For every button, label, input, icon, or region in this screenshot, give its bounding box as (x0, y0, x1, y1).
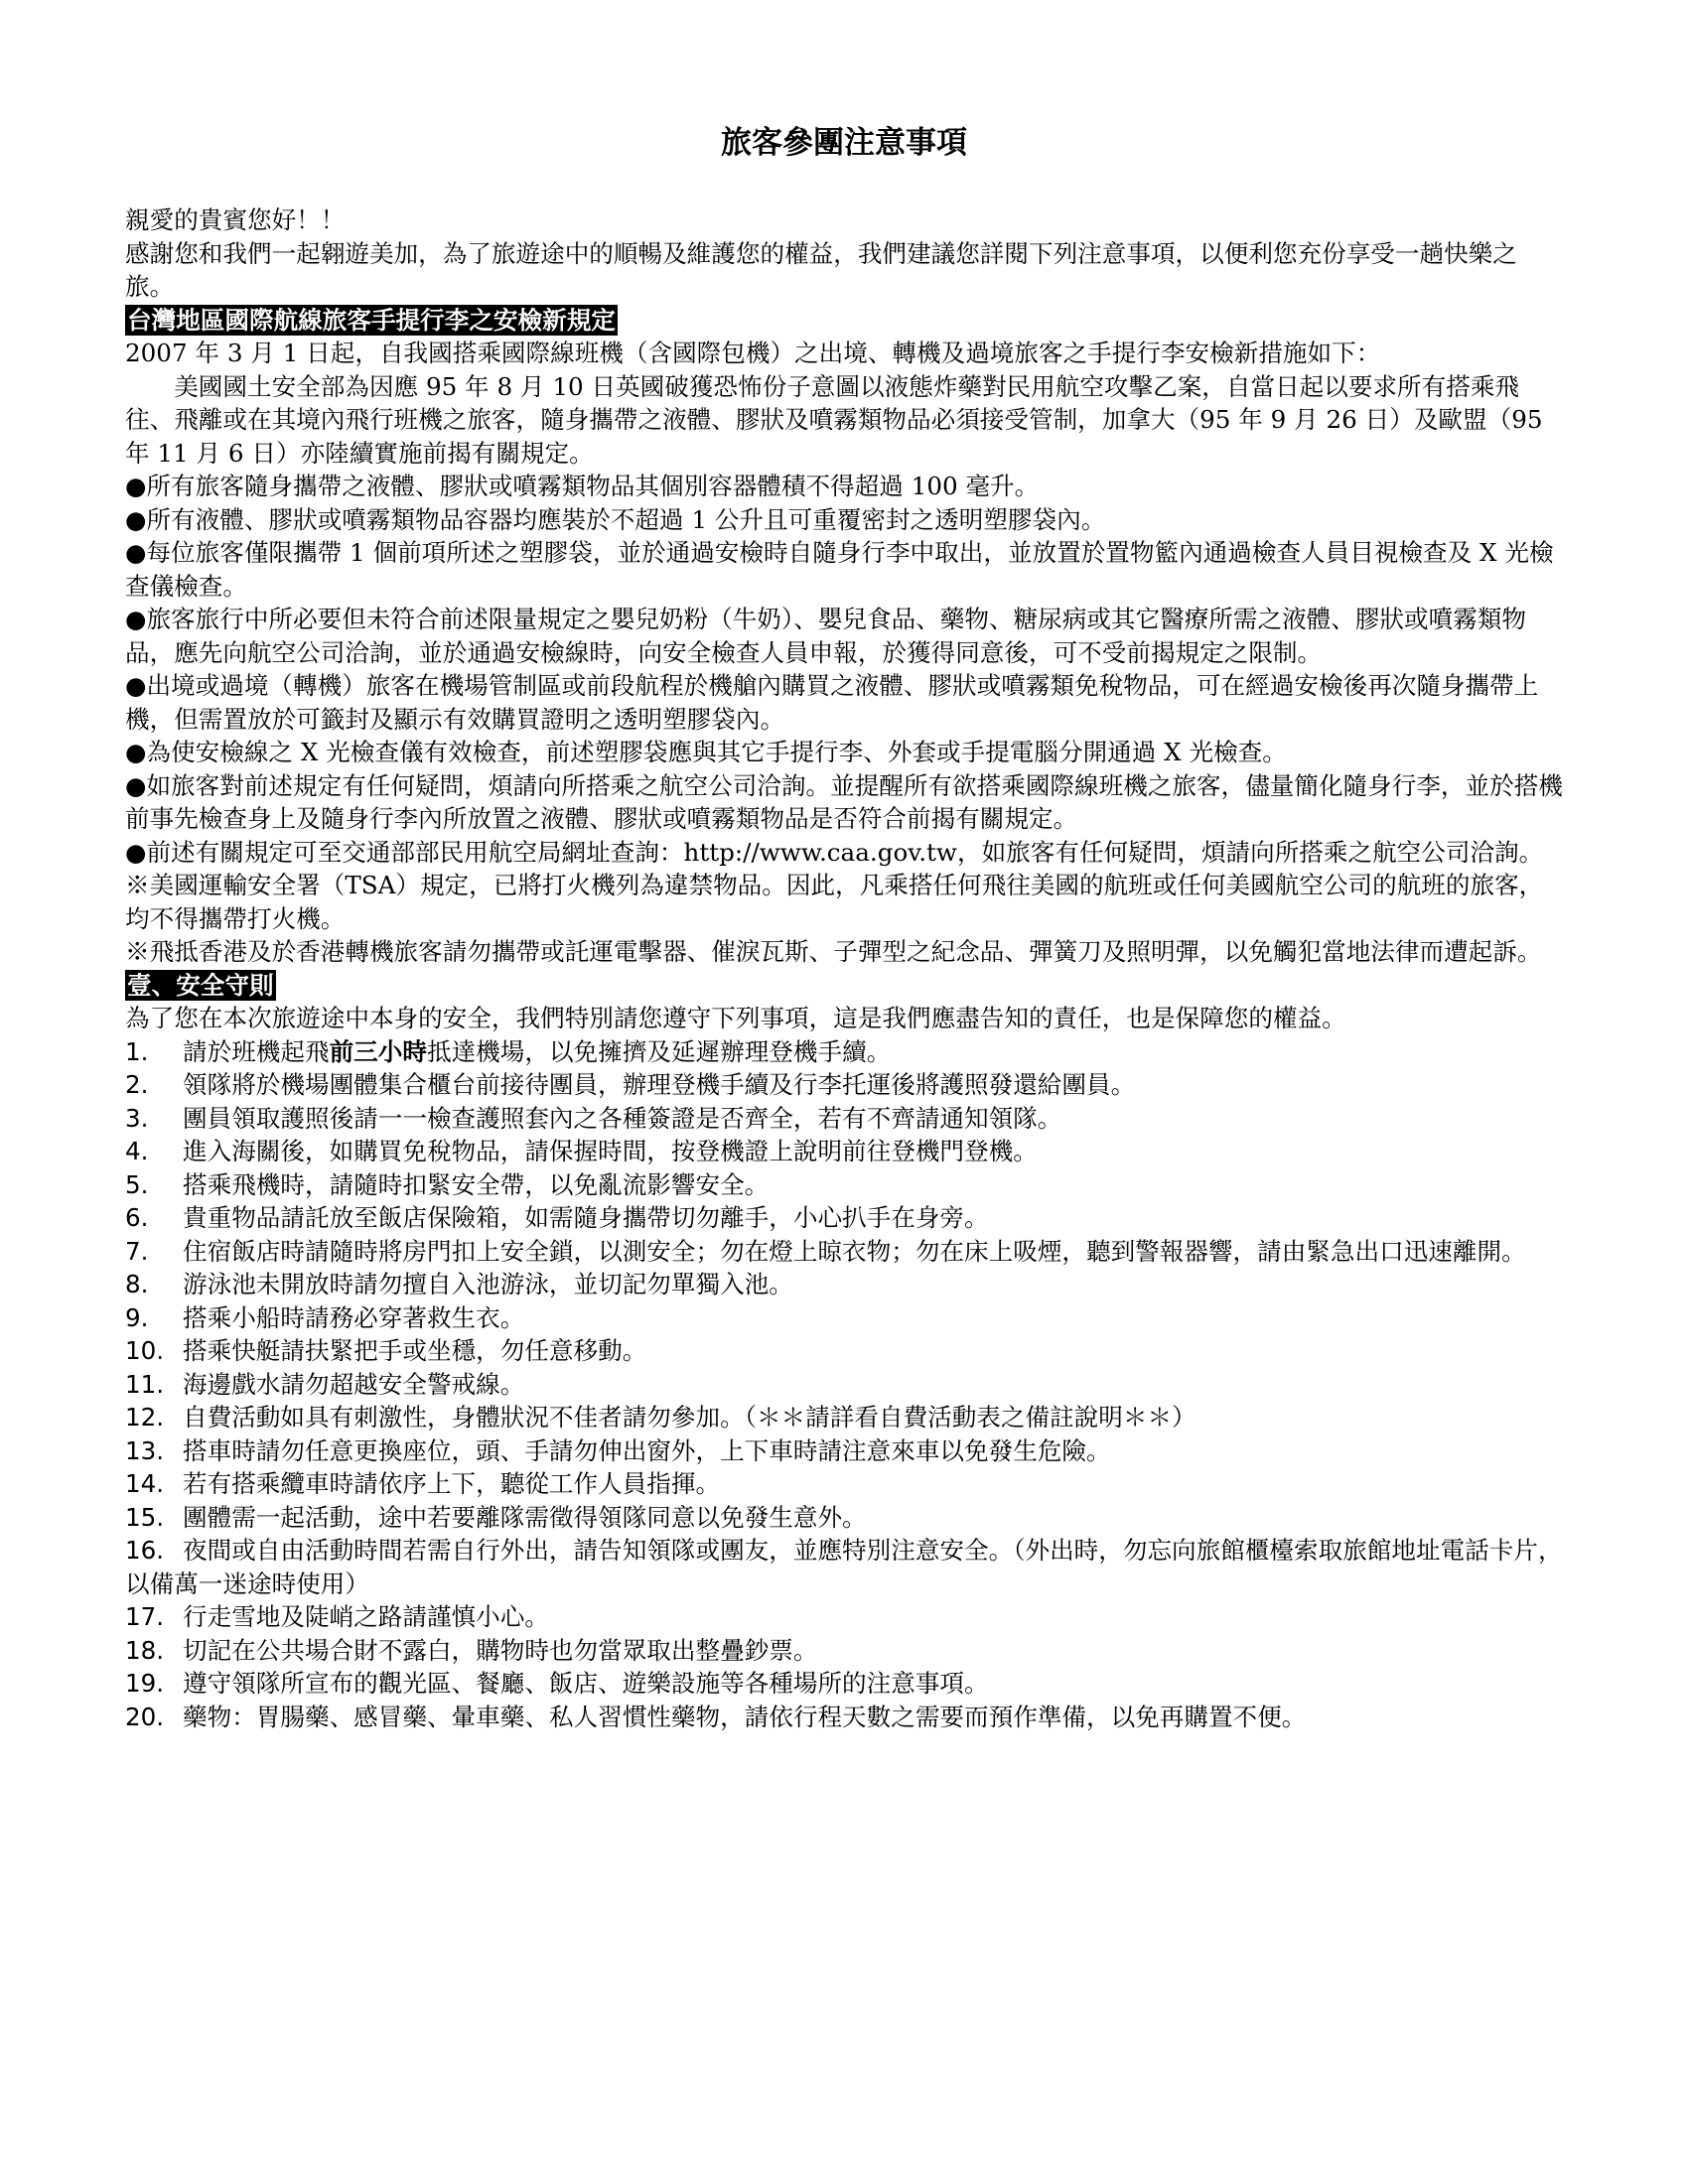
item-number: 19. (125, 1669, 165, 1698)
item-text: 進入海關後，如購買免稅物品，請保握時間，按登機證上說明前往登機門登機。 (183, 1137, 1038, 1165)
list-item (125, 1201, 1565, 1235)
list-item (125, 1102, 1565, 1136)
list-item (125, 1168, 1565, 1202)
item-text: 搭車時請勿任意更換座位，頭、手請勿伸出窗外，上下車時請注意來車以免發生危險。 (183, 1435, 1111, 1465)
item-number: 18. (125, 1635, 165, 1665)
item-number: 1. (125, 1036, 149, 1066)
item-text (183, 1035, 1565, 1069)
item-text: 住宿飯店時請隨時將房門扣上安全鎖，以測安全；勿在燈上晾衣物；勿在床上吸煙，聽到警報器響，請由緊急出口迅速離開。 (183, 1236, 1526, 1266)
list-item (125, 1301, 1565, 1335)
item-text: 領隊將於機場團體集合櫃台前接待團員，辦理登機手續及行李托運後將護照發還給團員。 (183, 1070, 1136, 1099)
bullet-item: ●如旅客對前述規定有任何疑問，煩請向所搭乘之航空公司洽詢。並提醒所有欲搭乘國際線班機之旅客，儘量簡化隨身行李，並於搭機前事先檢查身上及隨身行李內所放置之液體、膠狀或噴霧類物品是否符合前揭有關規定。 (125, 770, 1563, 833)
item-text: 海邊戲水請勿超越安全警戒線。 (183, 1369, 525, 1399)
item-number: 5. (125, 1169, 149, 1199)
bullet-item: ●所有液體、膠狀或噴霧類物品容器均應裝於不超過 1 公升且可重覆密封之透明塑膠袋內。 (125, 504, 1106, 534)
item-number: 8. (125, 1270, 149, 1298)
item-number: 4. (125, 1137, 149, 1165)
list-item (125, 1467, 1565, 1501)
security-section (125, 304, 1565, 969)
item-number: 9. (125, 1302, 149, 1332)
item-number: 10. (125, 1336, 165, 1365)
list-item (125, 1235, 1565, 1269)
bullet-item: ●所有旅客隨身攜帶之液體、膠狀或噴霧類物品其個別容器體積不得超過 100 毫升。 (125, 472, 1040, 500)
item-text-before: 請於班機起飛 (183, 1036, 330, 1066)
page-title: 旅客參團注意事項 (721, 125, 967, 161)
item-text: 搭乘小船時請務必穿著救生衣。 (183, 1302, 525, 1332)
list-item (125, 1501, 1565, 1535)
list-item (125, 1667, 1565, 1701)
item-number: 17. (125, 1602, 165, 1631)
item-number: 6. (125, 1203, 149, 1232)
item-number: 11. (125, 1369, 165, 1399)
safety-lead: 為了您在本次旅遊途中本身的安全，我們特別請您遵守下列事項，這是我們應盡告知的責任，也是保障您的權益。 (125, 1004, 1346, 1032)
safety-heading: 壹、安全守則 (127, 970, 274, 1000)
item-text: 行走雪地及陡峭之路請謹慎小心。 (183, 1602, 549, 1631)
item-number: 20. (125, 1702, 165, 1731)
list-item (125, 1035, 1565, 1069)
bullet-item: ●出境或過境（轉機）旅客在機場管制區或前段航程於機艙內購買之液體、膠狀或噴霧類免稅物品，可在經過安檢後再次隨身攜帶上機，但需置放於可籤封及顯示有效購買證明之透明塑膠袋內。 (125, 671, 1539, 734)
note-item: ※美國運輸安全署（TSA）規定，已將打火機列為違禁物品。因此，凡乘搭任何飛往美國的航班或任何美國航空公司的航班的旅客，均不得攜帶打火機。 (125, 871, 1544, 933)
item-text: 游泳池未開放時請勿擅自入池游泳，並切記勿單獨入池。 (183, 1270, 793, 1298)
item-text-emphasis: 前三小時 (329, 1036, 427, 1066)
bullet-item: ●為使安檢線之 X 光檢查儀有效檢查，前述塑膠袋應與其它手提行李、外套或手提電腦分開通過 X 光檢查。 (125, 738, 1287, 766)
safety-section (125, 969, 1565, 1734)
item-number: 12. (125, 1403, 165, 1432)
security-bullet-list (125, 470, 1565, 869)
document-body (125, 204, 1565, 1733)
item-number: 2. (125, 1070, 149, 1099)
bullet-item: ●每位旅客僅限攜帶 1 個前項所述之塑膠袋，並於通過安檢時自隨身行李中取出，並放置於置物籃內通過檢查人員目視檢查及 X 光檢查儀檢查。 (125, 538, 1554, 601)
list-item (125, 1701, 1565, 1734)
security-heading: 台灣地區國際航線旅客手提行李之安檢新規定 (127, 305, 616, 335)
list-item (125, 1534, 1565, 1600)
list-item (125, 1600, 1565, 1634)
item-number: 3. (125, 1103, 149, 1133)
item-number: 7. (125, 1236, 149, 1266)
list-item (125, 1368, 1565, 1402)
list-item (125, 1135, 1565, 1168)
intro-paragraph: 感謝您和我們一起翱遊美加，為了旅遊途中的順暢及維護您的權益，我們建議您詳閱下列注意事項，以便利您充份享受一趟快樂之旅。 (125, 238, 1517, 301)
item-text: 遵守領隊所宣布的觀光區、餐廳、飯店、遊樂設施等各種場所的注意事項。 (183, 1669, 989, 1698)
item-number: 13. (125, 1435, 165, 1465)
item-text-after: 抵達機場，以免擁擠及延遲辦理登機手續。 (426, 1036, 892, 1066)
item-text: 搭乘飛機時，請隨時扣緊安全帶，以免亂流影響安全。 (183, 1169, 770, 1199)
item-text: 藥物：胃腸藥、感冒藥、暈車藥、私人習慣性藥物，請依行程天數之需要而預作準備，以免再購置不便。 (183, 1702, 1307, 1731)
item-number: 16. (125, 1536, 165, 1565)
greeting: 親愛的貴賓您好！！ (125, 205, 346, 234)
item-text: 團體需一起活動，途中若要離隊需徵得領隊同意以免發生意外。 (183, 1502, 867, 1532)
item-number: 14. (125, 1469, 165, 1498)
list-item (125, 1401, 1565, 1434)
security-background: 美國國土安全部為因應 95 年 8 月 10 日英國破獲恐怖份子意圖以液態炸藥對民用航空攻擊乙案，自當日起以要求所有搭乘飛往、飛離或在其境內飛行班機之旅客，隨身攜帶之液體、膠狀及噴霧類物品必須接受管制，加拿大（95 年 9 月 26 日）及歐盟（95 年 11 月 6 日）亦陸續實施前揭有關規定。 (125, 371, 1543, 468)
safety-rules-list (125, 1035, 1565, 1734)
item-number: 15. (125, 1502, 165, 1532)
item-text: 貴重物品請託放至飯店保險箱，如需隨身攜帶切勿離手，小心扒手在身旁。 (183, 1203, 989, 1232)
bullet-item: ●前述有關規定可至交通部部民用航空局網址查詢：http://www.caa.gov.tw，如旅客有任何疑問，煩請向所搭乘之航空公司洽詢。 (125, 837, 1544, 867)
item-text: 夜間或自由活動時間若需自行外出，請告知領隊或團友，並應特別注意安全。（外出時，勿忘向旅館櫃檯索取旅館地址電話卡片，以備萬一迷途時使用） (125, 1536, 1563, 1598)
list-item (125, 1634, 1565, 1668)
note-item: ※飛抵香港及於香港轉機旅客請勿攜帶或託運電擊器、催淚瓦斯、子彈型之紀念品、彈簧刀及照明彈，以免觸犯當地法律而遭起訴。 (125, 937, 1542, 966)
list-item (125, 1268, 1565, 1301)
item-text: 若有搭乘纜車時請依序上下，聽從工作人員指揮。 (183, 1469, 721, 1498)
item-text: 團員領取護照後請一一檢查護照套內之各種簽證是否齊全，若有不齊請通知領隊。 (183, 1103, 1062, 1133)
item-text: 切記在公共場合財不露白，購物時也勿當眾取出整疊鈔票。 (183, 1635, 818, 1665)
list-item (125, 1434, 1565, 1468)
list-item (125, 1068, 1565, 1102)
item-text: 搭乘快艇請扶緊把手或坐穩，勿任意移動。 (183, 1336, 647, 1365)
list-item (125, 1334, 1565, 1368)
item-text: 自費活動如具有刺激性，身體狀況不佳者請勿參加。（＊＊請詳看自費活動表之備註說明＊＊） (183, 1403, 1196, 1432)
bullet-item: ●旅客旅行中所必要但未符合前述限量規定之嬰兒奶粉（牛奶）、嬰兒食品、藥物、糖尿病或其它醫療所需之液體、膠狀或噴霧類物品，應先向航空公司洽詢，並於通過安檢線時，向安全檢查人員申報，於獲得同意後，可不受前揭規定之限制。 (125, 605, 1527, 667)
security-lead: 2007 年 3 月 1 日起，自我國搭乘國際線班機（含國際包機）之出境、轉機及過境旅客之手提行李安檢新措施如下： (125, 339, 1381, 367)
